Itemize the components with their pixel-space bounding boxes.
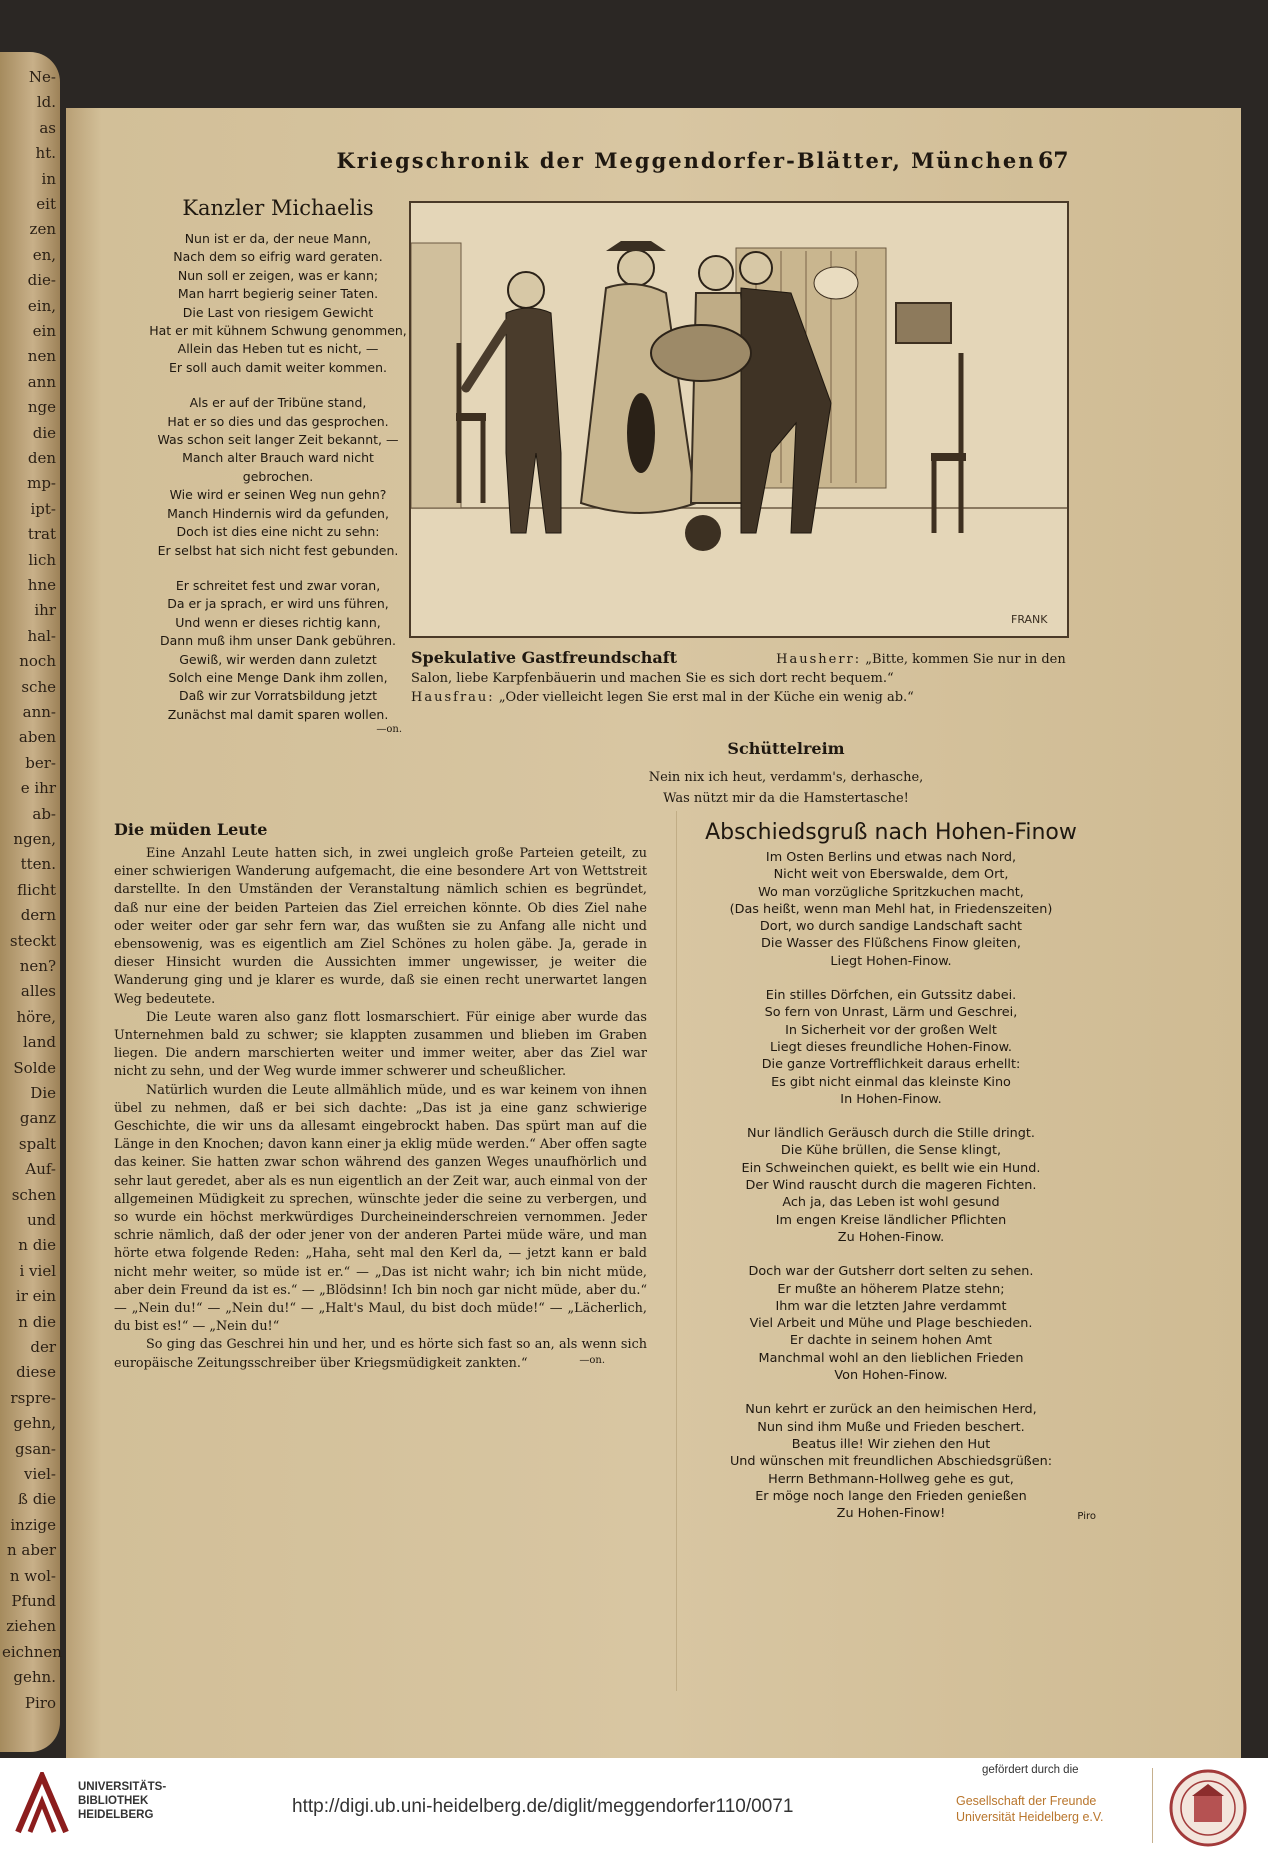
poem-line: In Sicherheit vor der großen Welt (785, 1022, 997, 1038)
left-page-edge (0, 52, 60, 1752)
poem-line: Herrn Bethmann-Hollweg gehe es gut, (768, 1471, 1014, 1487)
poem-line: Viel Arbeit und Mühe und Plage beschieden. (749, 1316, 1033, 1332)
left-page-fragment: ihr (34, 601, 56, 620)
left-page-fragment: spalt (18, 1134, 56, 1153)
poem-line: Wo man vorzügliche Spritzkuchen macht, (758, 884, 1024, 900)
left-page-fragment: ber- (25, 753, 56, 772)
left-page-fragment: n die (18, 1312, 56, 1331)
left-page-fragment: ab- (32, 804, 56, 823)
left-page-fragment: schen (11, 1185, 56, 1204)
poem-line: In Hohen-Finow. (840, 1091, 942, 1107)
left-page-fragment: aben (18, 728, 56, 747)
poem-line: Im engen Kreise ländlicher Pflichten (775, 1212, 1007, 1228)
left-page-fragment: n wol- (9, 1566, 56, 1585)
society-name (956, 1793, 1104, 1825)
poem-line: Nur ländlich Geräusch durch die Stille dringt. (747, 1126, 1035, 1142)
poem-line: Nun soll er zeigen, was er kann; (177, 267, 379, 283)
dog-icon (685, 515, 721, 551)
left-page-fragment: Piro (24, 1693, 56, 1712)
schuettelreim-line: Nein nix ich heut, verdamm's, derhasche, (648, 770, 924, 785)
left-page-fragment: alles (20, 982, 56, 1001)
poem-line: Nun sind ihm Muße und Frieden beschert. (757, 1419, 1025, 1435)
left-page-fragment: ld. (36, 93, 56, 112)
poem-line: Nun ist er da, der neue Mann, (184, 231, 372, 246)
poem-line: Er schreitet fest und zwar voran, (175, 577, 381, 593)
footer-bar (0, 1758, 1268, 1851)
left-page-fragment: trat (27, 525, 56, 544)
left-page-fragment: ein, (27, 296, 56, 315)
poem-line: Dann muß ihm unser Dank gebühren. (159, 633, 397, 649)
left-page-fragment: as (39, 118, 56, 137)
society-name-line: Gesellschaft der Freunde (956, 1794, 1097, 1808)
poem-line: Zu Hohen-Finow! (836, 1506, 946, 1522)
stanza-gap (686, 1108, 1096, 1125)
left-page-fragment: land (22, 1033, 56, 1052)
left-page-fragment: gsan- (15, 1439, 56, 1458)
signature: Piro (1077, 1511, 1096, 1523)
poem-line: Gewiß, wir werden dann zuletzt (179, 651, 377, 667)
poem-line: Ein Schweinchen quiekt, es bellt wie ein Hund. (741, 1160, 1041, 1176)
left-page-fragment: tten. (20, 855, 56, 874)
society-name-line: Universität Heidelberg e.V. (956, 1810, 1104, 1824)
poem-line: (Das heißt, wenn man Mehl hat, in Friedenszeiten) (729, 901, 1053, 917)
left-page-fragment: n die (18, 1236, 56, 1255)
poem-line: Doch ist dies eine nicht zu sehn: (176, 524, 380, 540)
left-page-fragment: ann (27, 372, 56, 391)
poem-line: Hat er so dies und das gesprochen. (167, 413, 389, 429)
left-page-fragment: ß die (17, 1490, 56, 1509)
page (66, 108, 1241, 1773)
left-page-fragment: ir ein (15, 1287, 56, 1306)
left-page-fragment: gehn. (13, 1668, 56, 1687)
poem-line: So fern von Unrast, Lärm und Geschrei, (764, 1005, 1018, 1021)
left-page-fragment: hne (27, 576, 56, 594)
poem-line: Er möge noch lange den Frieden genießen (755, 1488, 1027, 1504)
poem-line: Er selbst hat sich nicht fest gebunden. (157, 542, 399, 558)
caption-title: Spekulative Gastfreundschaft (411, 648, 677, 667)
poem-line: Hat er mit kühnem Schwung genommen, (149, 323, 407, 339)
left-page-fragment: Auf- (25, 1160, 56, 1179)
illustration-spekulative-gastfreundschaft (409, 201, 1069, 638)
article-paragraph: Natürlich wurden die Leute allmählich müde, und es war keinem von ihnen übel zu nehmen, daß er bei sich dachte: „Das ist ja eine ganz schwierige Geschichte, die wir uns da allesamt eingebrockt haben. Das spürt man auf die Länge in den Knochen; davon kann einer ja eklig müde werden.“ Aber offen sagte das keiner. Sie hatten zwar schon während des ganzen Weges unaufhörlich und sehr laut geredet, aber als es nun eigentlich an der Zeit war, auch einmal von der allgemeinen Müdigkeit zu sprechen, wünschte jeder die seine zu verbergen, und so wurde ein höchst merkwürdiges Durcheineinderschreien vernommen. Jeder schrie nämlich, daß der oder jener von der anderen Partei müde wäre, und man hörte etwa folgende Reden: „Haha, seht mal den Kerl da, — jetzt kann er bald nicht mehr weiter, so müde ist er.“ — „Das ist nicht wahr; ich bin nicht müde, aber dein Freund da ist es.“ — „Blödsinn! Ich bin noch gar nicht müde, aber du.“ — „Nein du!“ — „Nein du!“ — „Halt's Maul, du bist doch müde!“ — „Lächerlich, du bist es!“ — „Nein du!“ (114, 1082, 647, 1335)
left-page-fragment: Solde (13, 1058, 56, 1077)
page-number: 67 (1038, 148, 1069, 174)
left-page-fragment: nge (27, 398, 56, 417)
poem-line: Zu Hohen-Finow. (837, 1229, 945, 1245)
artist-signature: FRANK (1011, 613, 1048, 626)
poem-line: Allein das Heben tut es nicht, — (177, 341, 379, 357)
poem-line: Er dachte in seinem hohen Amt (789, 1333, 993, 1349)
left-page-fragment: sche (21, 677, 56, 696)
illustration-caption (411, 648, 1071, 707)
left-page-fragment: die- (27, 271, 56, 290)
funded-by-label: gefördert durch die (982, 1764, 1079, 1776)
caption-line-hostess: „Oder vielleicht legen Sie erst mal in der Küche ein wenig ab.“ (498, 690, 914, 705)
left-page-fragment: in (41, 169, 56, 188)
library-name-line: BIBLIOTHEK (78, 1795, 149, 1807)
left-page-fragment: gehn, (13, 1414, 56, 1433)
poem-line: Ein stilles Dörfchen, ein Gutssitz dabei. (765, 988, 1017, 1004)
poem-line: Da er ja sprach, er wird uns führen, (167, 596, 389, 612)
permalink-url[interactable]: http://digi.ub.uni-heidelberg.de/diglit/meggendorfer110/0071 (292, 1796, 794, 1817)
poem-line: Wie wird er seinen Weg nun gehn? (169, 487, 387, 503)
poem-line: Zunächst mal damit sparen wollen. (167, 706, 389, 722)
poem-abschiedsgruss (686, 820, 1096, 1522)
poem-body (686, 849, 1096, 1522)
university-library-logo-icon (14, 1772, 70, 1836)
left-page-fragment: nen (27, 347, 56, 366)
poem-line: Liegt Hohen-Finow. (830, 953, 952, 969)
poem-line: Was schon seit langer Zeit bekannt, — (157, 432, 399, 448)
library-name-line: HEIDELBERG (78, 1809, 154, 1821)
article-title: Die müden Leute (114, 820, 268, 839)
poem-line: Manchmal wohl an den lieblichen Frieden (758, 1350, 1024, 1366)
schuettelreim-title: Schüttelreim (727, 739, 845, 758)
poem-line: Die ganze Vortrefflichkeit daraus erhellt: (761, 1057, 1021, 1073)
poem-line: Dort, wo durch sandige Landschaft sacht (759, 919, 1023, 935)
left-page-fragment: dern (20, 906, 56, 925)
stanza-gap (114, 377, 442, 394)
poem-line: Nach dem so eifrig ward geraten. (173, 249, 383, 265)
left-page-fragment: en, (32, 245, 56, 264)
library-name-line: UNIVERSITÄTS- (78, 1781, 167, 1793)
left-page-fragment: den (27, 449, 56, 467)
left-page-fragment: höre, (16, 1007, 56, 1026)
poem-line: Als er auf der Tribüne stand, (189, 395, 367, 411)
left-page-fragment: mp- (27, 474, 56, 493)
poem-line: Man harrt begierig seiner Taten. (177, 286, 379, 302)
poem-line: Ach ja, das Leben ist wohl gesund (782, 1195, 1000, 1211)
left-page-fragment: rspre- (10, 1388, 56, 1407)
poem-line: gebrochen. (242, 468, 314, 484)
article-paragraph: Die Leute waren also ganz flott losmarschiert. Für einige aber wurde das Unternehmen bald zu schwer; sie klappten zusammen und blieben im Graben liegen. Die andern marschierten weiter und immer weiter, aber das Ziel war nicht zu sehn, und der Weg wurde immer schwerer und scheußlicher. (114, 1009, 647, 1080)
left-page-fragment: steckt (9, 931, 56, 950)
society-seal-icon (1168, 1768, 1248, 1848)
poem-line: Ihm war die letzten Jahre verdammt (775, 1298, 1007, 1314)
article-paragraph: So ging das Geschrei hin und her, und es hörte sich fast so an, als wenn sich europäische Zeitungsschreiber über Kriegsmüdigkeit zankten.“ (114, 1337, 647, 1371)
caption-speaker-host: Hausherr: (776, 652, 862, 667)
left-page-fragment: noch (19, 652, 56, 671)
left-page-fragment: n aber (6, 1541, 56, 1560)
left-page-fragment: Pfund (11, 1592, 56, 1610)
left-page-fragment: viel- (23, 1465, 56, 1483)
stanza-gap (686, 1384, 1096, 1401)
schuettelreim-line: Was nützt mir da die Hamstertasche! (663, 791, 909, 806)
left-page-fragment: hal- (27, 626, 56, 645)
poem-line: Manch alter Brauch ward nicht (182, 450, 374, 466)
left-page-fragment: ein (32, 322, 56, 340)
left-page-fragment: eit (36, 195, 56, 213)
left-page-fragment: ann- (22, 703, 56, 721)
stanza-gap (686, 970, 1096, 987)
poem-line: Daß wir zur Vorratsbildung jetzt (179, 688, 377, 704)
article-paragraph: Eine Anzahl Leute hatten sich, in zwei ungleich große Parteien geteilt, zu einer schwierigen Wanderung aufgemacht, die eine besondere Art von Wettstreit darstellte. In den Umständen der Veranstaltung nämlich schien es begründet, daß nur eine der beiden Parteien das Ziel erreichen könnte. Ob dies Ziel nahe oder weiter oder gar sehr fern war, das wußten sie zu Anfang alle nicht und ebensowenig, was es eigentlich am Ziel Schönes zu holen gäbe. Ja, gerade in dieser Hinsicht wurden die Aussichten immer ungewisser, je weiter die Wanderung ging und je klarer es wurde, daß sie einen recht unerwartet langen Weg bedeutete. (114, 846, 647, 1007)
poem-line: Und wenn er dieses richtig kann, (175, 614, 381, 630)
left-page-fragment: zen (29, 220, 56, 239)
illustration-drawing (411, 203, 1067, 636)
schuettelreim (586, 738, 986, 809)
left-page-fragment: diese (16, 1363, 56, 1382)
poem-line: Die Wasser des Flüßchens Finow gleiten, (761, 936, 1021, 952)
left-page-fragment: ganz (19, 1109, 56, 1128)
caption-line-host: „Bitte, kommen Sie nur in den Salon, liebe Karpfenbäuerin und machen Sie es sich dort recht bequem.“ (411, 652, 1066, 686)
poem-title: Kanzler Michaelis (182, 196, 374, 220)
stanza-gap (114, 560, 442, 577)
poem-kanzler-michaelis (114, 196, 442, 735)
poem-line: Von Hohen-Finow. (834, 1368, 948, 1384)
caption-speaker-hostess: Hausfrau: (411, 690, 495, 705)
left-page-fragment: inzige (10, 1515, 56, 1534)
poem-line: Doch war der Gutsherr dort selten zu sehen. (748, 1264, 1034, 1280)
poem-line: Er mußte an höherem Platze stehn; (777, 1281, 1005, 1297)
left-page-fragment: der (30, 1338, 56, 1356)
left-page-fragment: ngen, (13, 830, 56, 848)
poem-line: Solch eine Menge Dank ihm zollen, (168, 669, 388, 685)
left-page-fragment: Die (30, 1084, 56, 1102)
poem-line: Im Osten Berlins und etwas nach Nord, (765, 850, 1017, 865)
left-page-fragment: ipt- (30, 499, 56, 518)
poem-line: Die Kühe brüllen, die Sense klingt, (780, 1143, 1002, 1159)
poem-line: Nun kehrt er zurück an den heimischen Herd, (745, 1402, 1037, 1418)
poem-line: Der Wind rauscht durch die mageren Fichten. (745, 1178, 1037, 1194)
left-page-fragment: ziehen (6, 1617, 56, 1636)
footer-divider (1152, 1768, 1153, 1843)
poem-line: Es gibt nicht einmal das kleinste Kino (771, 1074, 1011, 1090)
poem-title: Abschiedsgruß nach Hohen-Finow (705, 820, 1077, 845)
left-page-fragment: i viel (19, 1261, 56, 1280)
signature: —on. (579, 1354, 605, 1366)
poem-line: Die Last von riesigem Gewicht (182, 304, 374, 320)
poem-line: Und wünschen mit freundlichen Abschiedsgrüßen: (729, 1454, 1053, 1470)
left-page-fragment: flicht (17, 880, 56, 899)
left-page-fragment: lich (28, 550, 56, 569)
column-divider (676, 811, 677, 1691)
signature: —on. (376, 724, 402, 736)
poem-line: Nicht weit von Eberswalde, dem Ort, (773, 867, 1009, 883)
left-page-fragment: e ihr (20, 779, 56, 798)
running-header: Kriegschronik der Meggendorfer-Blätter, München (336, 148, 1036, 173)
left-page-fragment: und (27, 1211, 56, 1229)
poem-line: Er soll auch damit weiter kommen. (168, 359, 388, 375)
poem-line: Liegt dieses freundliche Hohen-Finow. (770, 1039, 1012, 1055)
library-name (78, 1780, 166, 1822)
poem-line: Manch Hindernis wird da gefunden, (167, 505, 389, 521)
left-page-fragment: nen? (19, 957, 56, 975)
left-page-fragment: eichnen (2, 1642, 62, 1661)
left-page-fragment: die (32, 423, 56, 442)
stanza-gap (686, 1246, 1096, 1263)
article-die-mueden-leute (114, 820, 647, 1371)
poem-line: Beatus ille! Wir ziehen den Hut (791, 1436, 991, 1452)
poem-body (114, 230, 442, 724)
left-page-fragment: Ne- (28, 68, 56, 86)
left-page-fragment: ht. (35, 144, 56, 163)
